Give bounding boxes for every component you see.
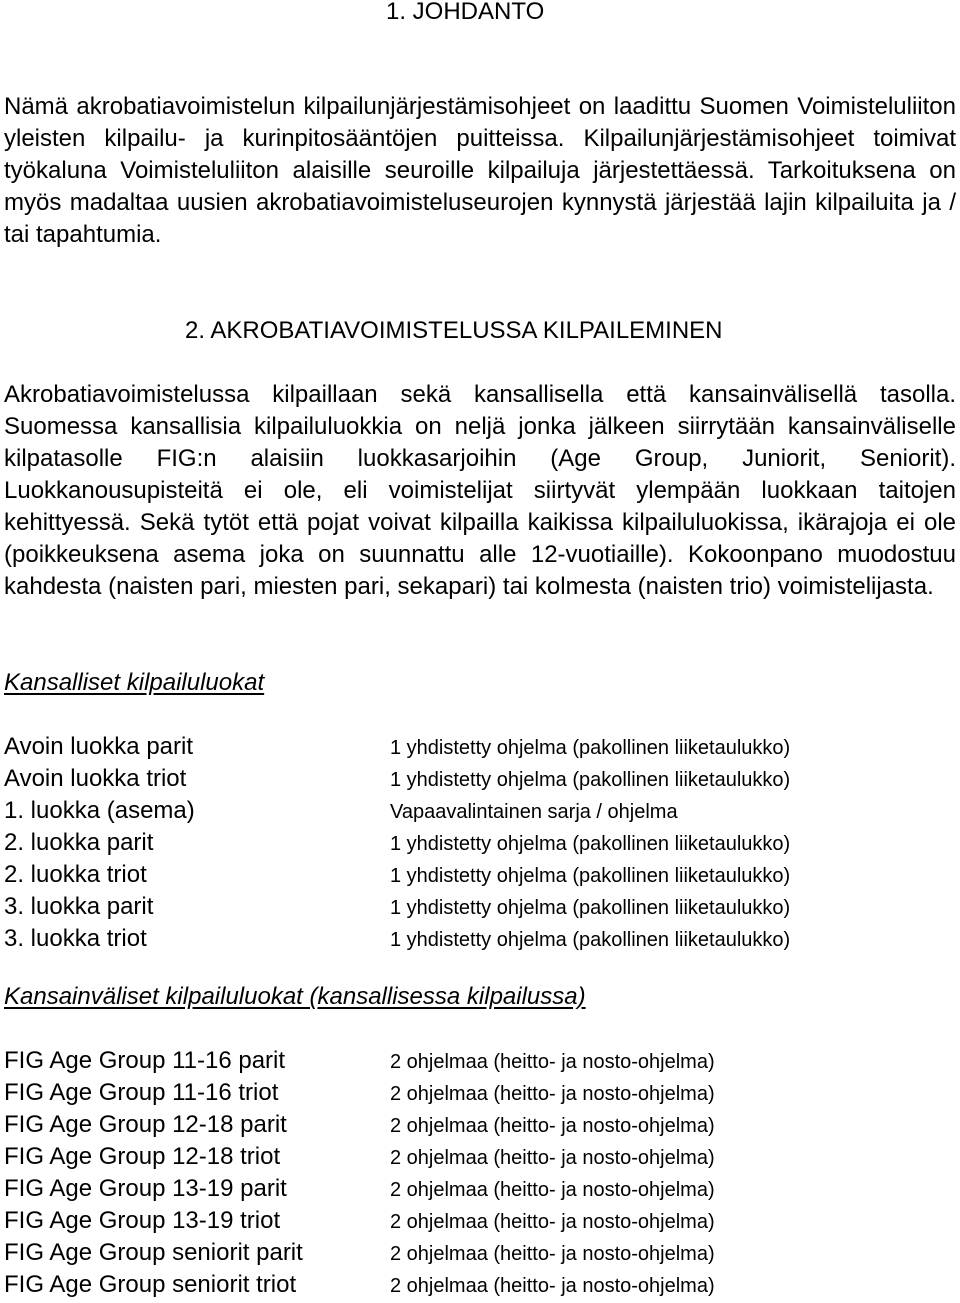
class-description: 2 ohjelmaa (heitto- ja nosto-ohjelma) bbox=[390, 1083, 715, 1105]
class-name: FIG Age Group 12-18 triot bbox=[4, 1143, 281, 1170]
class-name: FIG Age Group seniorit triot bbox=[4, 1271, 297, 1298]
class-description: Vapaavalintainen sarja / ohjelma bbox=[390, 801, 678, 823]
list-item bbox=[4, 1077, 954, 1109]
class-description: 2 ohjelmaa (heitto- ja nosto-ohjelma) bbox=[390, 1275, 715, 1297]
section-title-international-classes: Kansainväliset kilpailuluokat (kansallisessa kilpailussa) bbox=[4, 983, 586, 1010]
list-item bbox=[4, 1173, 954, 1205]
national-classes-list bbox=[4, 731, 954, 955]
list-item bbox=[4, 1269, 954, 1301]
list-item bbox=[4, 859, 954, 891]
list-item bbox=[4, 1109, 954, 1141]
class-name: FIG Age Group 13-19 parit bbox=[4, 1175, 287, 1202]
class-description: 1 yhdistetty ohjelma (pakollinen liiketaulukko) bbox=[390, 769, 791, 791]
class-name: 2. luokka parit bbox=[4, 829, 154, 856]
class-name: Avoin luokka triot bbox=[4, 765, 187, 792]
class-description: 1 yhdistetty ohjelma (pakollinen liiketaulukko) bbox=[390, 833, 791, 855]
class-description: 2 ohjelmaa (heitto- ja nosto-ohjelma) bbox=[390, 1051, 715, 1073]
list-item bbox=[4, 795, 954, 827]
class-name: Avoin luokka parit bbox=[4, 733, 193, 760]
class-name: 3. luokka parit bbox=[4, 893, 154, 920]
class-name: FIG Age Group 13-19 triot bbox=[4, 1207, 281, 1234]
list-item bbox=[4, 891, 954, 923]
list-item bbox=[4, 1045, 954, 1077]
class-description: 1 yhdistetty ohjelma (pakollinen liiketaulukko) bbox=[390, 865, 791, 887]
list-item bbox=[4, 1141, 954, 1173]
paragraph-competing: Akrobatiavoimistelussa kilpaillaan sekä kansallisella että kansainvälisellä tasolla. Suomessa kansallisia kilpailuluokkia on neljä jonka jälkeen siirrytään kansainväliselle kilpatasolle FIG:n alaisiin luokkasarjoihin (Age Group, Juniorit, Seniorit). Luokkanousupisteitä ei ole, eli voimistelijat siirtyvät ylempään luokkaan taitojen kehittyessä. Sekä tytöt että pojat voivat kilpailla kaikissa kilpailuluokissa, ikärajoja ei ole (poikkeuksena asema joka on suunnattu alle 12-vuotiaille). Kokoonpano muodostuu kahdesta (naisten pari, miesten pari, sekapari) tai kolmesta (naisten trio) voimistelijasta. bbox=[4, 381, 956, 600]
list-item bbox=[4, 763, 954, 795]
heading-introduction: 1. JOHDANTO bbox=[386, 0, 545, 25]
class-description: 2 ohjelmaa (heitto- ja nosto-ohjelma) bbox=[390, 1243, 715, 1265]
class-name: 3. luokka triot bbox=[4, 925, 147, 952]
international-classes-list bbox=[4, 1045, 954, 1301]
list-item bbox=[4, 923, 954, 955]
list-item bbox=[4, 731, 954, 763]
section-title-national-classes: Kansalliset kilpailuluokat bbox=[4, 669, 265, 696]
class-name: 2. luokka triot bbox=[4, 861, 147, 888]
class-name: FIG Age Group 11-16 parit bbox=[4, 1047, 286, 1074]
class-name: 1. luokka (asema) bbox=[4, 797, 195, 824]
list-item bbox=[4, 827, 954, 859]
class-description: 2 ohjelmaa (heitto- ja nosto-ohjelma) bbox=[390, 1179, 715, 1201]
class-description: 2 ohjelmaa (heitto- ja nosto-ohjelma) bbox=[390, 1147, 715, 1169]
class-description: 1 yhdistetty ohjelma (pakollinen liiketaulukko) bbox=[390, 737, 791, 759]
paragraph-introduction: Nämä akrobatiavoimistelun kilpailunjärjestämisohjeet on laadittu Suomen Voimisteluliiton yleisten kilpailu- ja kurinpitosääntöjen puitteissa. Kilpailunjärjestämisohjeet toimivat työkaluna Voimisteluliiton alaisille seuroille kilpailuja järjestettäessä. Tarkoituksena on myös madaltaa uusien akrobatiavoimisteluseurojen kynnystä järjestää lajin kilpailuita ja / tai tapahtumia. bbox=[4, 93, 956, 248]
class-name: FIG Age Group seniorit parit bbox=[4, 1239, 303, 1266]
heading-competing: 2. AKROBATIAVOIMISTELUSSA KILPAILEMINEN bbox=[185, 317, 723, 344]
class-description: 2 ohjelmaa (heitto- ja nosto-ohjelma) bbox=[390, 1115, 715, 1137]
class-name: FIG Age Group 12-18 parit bbox=[4, 1111, 287, 1138]
class-name: FIG Age Group 11-16 triot bbox=[4, 1079, 279, 1106]
list-item bbox=[4, 1237, 954, 1269]
class-description: 1 yhdistetty ohjelma (pakollinen liiketaulukko) bbox=[390, 929, 791, 951]
class-description: 1 yhdistetty ohjelma (pakollinen liiketaulukko) bbox=[390, 897, 791, 919]
class-description: 2 ohjelmaa (heitto- ja nosto-ohjelma) bbox=[390, 1211, 715, 1233]
list-item bbox=[4, 1205, 954, 1237]
